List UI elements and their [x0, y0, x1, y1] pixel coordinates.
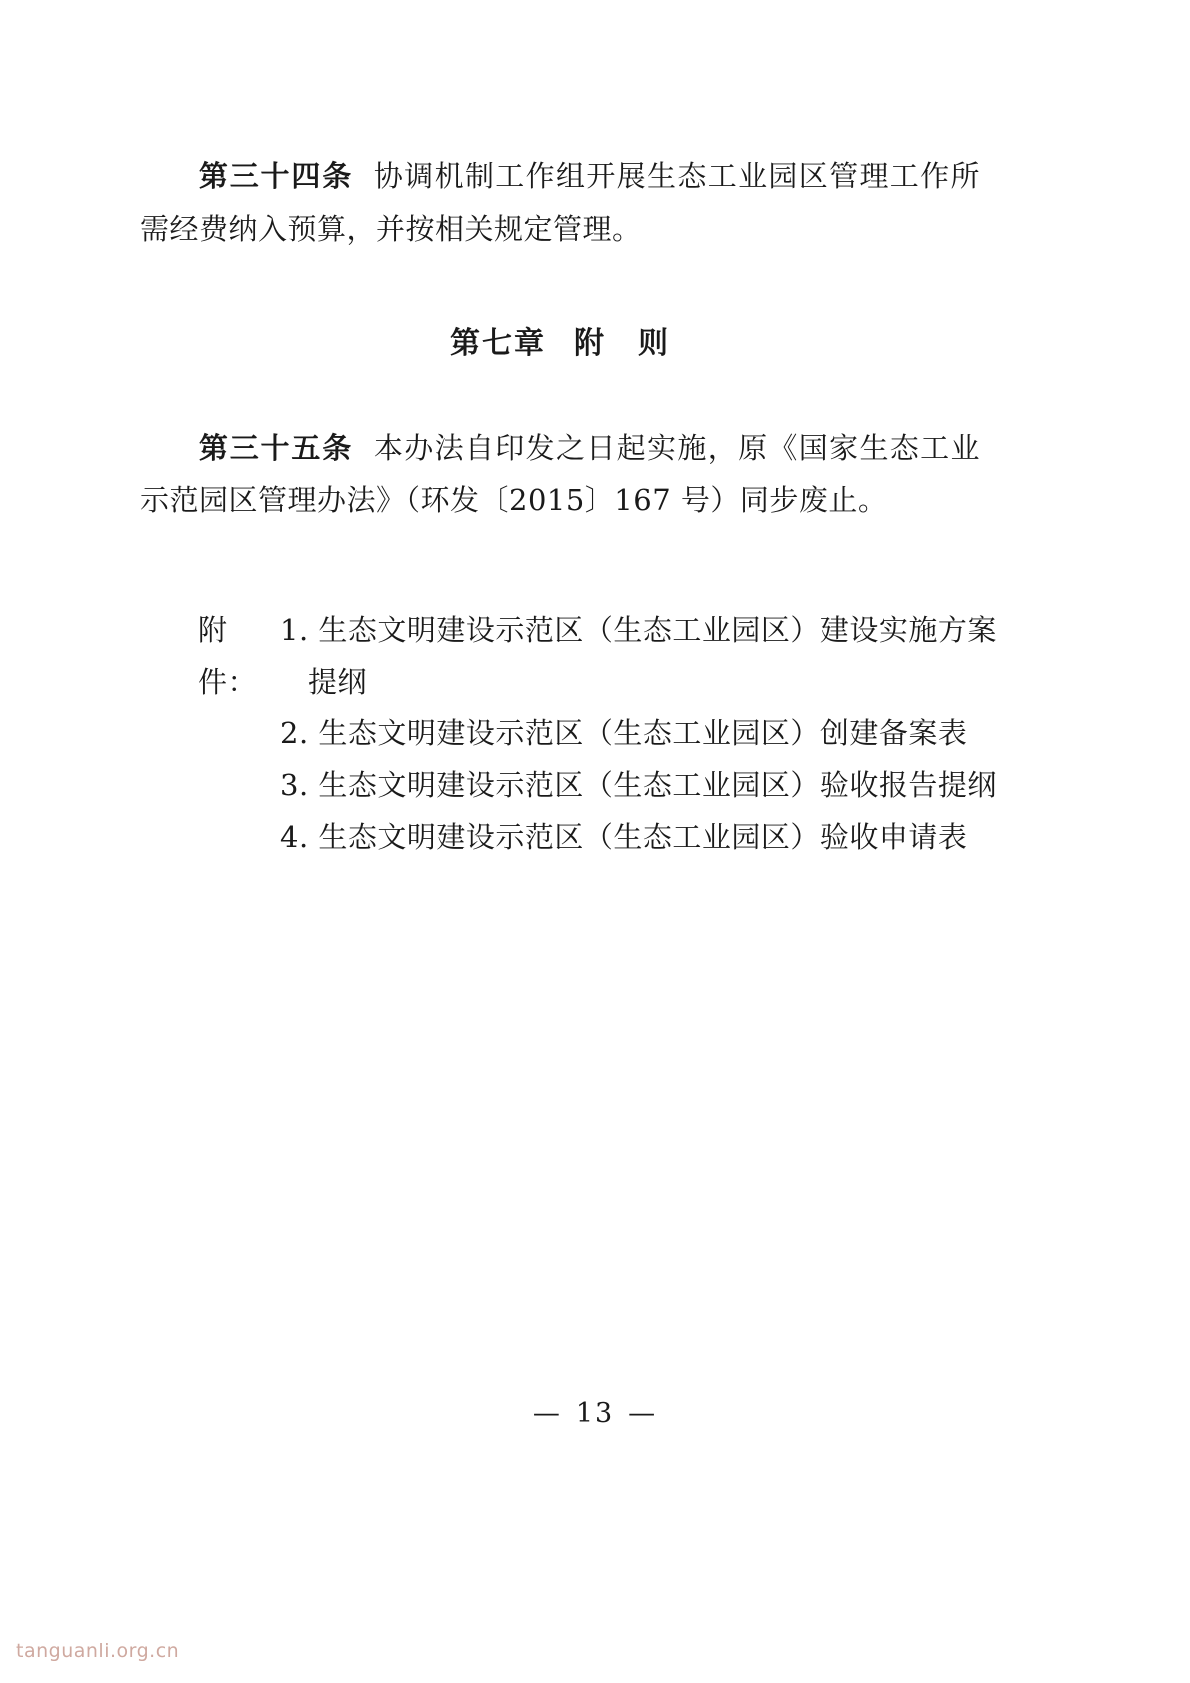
- watermark-text: tanguanli.org.cn: [16, 1640, 180, 1662]
- list-item: 2. 生态文明建设示范区（生态工业园区）创建备案表: [280, 716, 968, 751]
- page-content: [140, 150, 997, 863]
- article-34-paragraph: [140, 150, 980, 256]
- article-35-text: 本办法自印发之日起实施，原《国家生态工业示范园区管理办法》（环发〔2015〕167 号）同步废止。: [140, 430, 980, 518]
- footer-dash-left: —: [532, 1398, 562, 1429]
- article-35-paragraph: [140, 422, 980, 528]
- attachments-label: 附件：: [198, 613, 258, 699]
- chapter-heading-prefix: 第七章: [450, 325, 546, 361]
- footer-dash-right: —: [628, 1398, 658, 1429]
- list-item: 1. 生态文明建设示范区（生态工业园区）建设实施方案: [280, 613, 997, 648]
- article-35-lead: 第三十五条: [198, 430, 354, 465]
- attachments-list: [280, 605, 997, 863]
- attachments-row: [140, 605, 997, 863]
- list-item-continuation: 提纲: [308, 664, 368, 699]
- page-number: 13: [575, 1398, 615, 1429]
- list-item: 3. 生态文明建设示范区（生态工业园区）验收报告提纲: [280, 767, 997, 802]
- chapter-heading-suffix: 附 则: [574, 325, 670, 361]
- list-item: 4. 生态文明建设示范区（生态工业园区）验收申请表: [280, 819, 968, 854]
- article-34-text: 协调机制工作组开展生态工业园区管理工作所需经费纳入预算，并按相关规定管理。: [140, 159, 980, 246]
- article-34-lead: 第三十四条: [198, 159, 354, 193]
- page-footer: [0, 1398, 1190, 1429]
- attachments-block: [140, 605, 997, 863]
- chapter-heading: [140, 318, 980, 362]
